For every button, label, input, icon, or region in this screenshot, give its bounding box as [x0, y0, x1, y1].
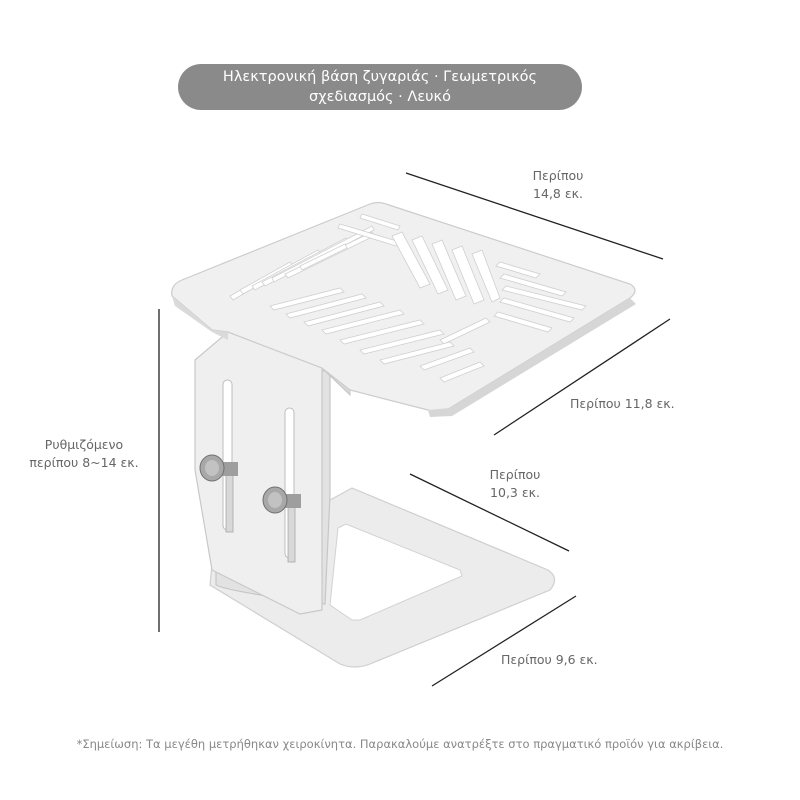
measurement-note: *Σημείωση: Τα μεγέθη μετρήθηκαν χειροκίνητα. Παρακαλούμε ανατρέξτε στο πραγματικό προϊόν για ακρίβεια. — [76, 737, 724, 751]
label-base-width: Περίπου 9,6 εκ. — [501, 652, 598, 667]
label-top-length: Περίπου 14,8 εκ. — [532, 168, 584, 201]
title-line-2: σχεδιασμός · Λευκό — [309, 89, 451, 105]
title-line-1: Ηλεκτρονική βάση ζυγαριάς · Γεωμετρικός — [222, 69, 538, 85]
label-top-width: Περίπου 11,8 εκ. — [570, 396, 675, 411]
label-base-length: Περίπου 10,3 εκ. — [489, 467, 541, 500]
label-height: Ρυθμιζόμενο περίπου 8~14 εκ. — [29, 437, 139, 470]
